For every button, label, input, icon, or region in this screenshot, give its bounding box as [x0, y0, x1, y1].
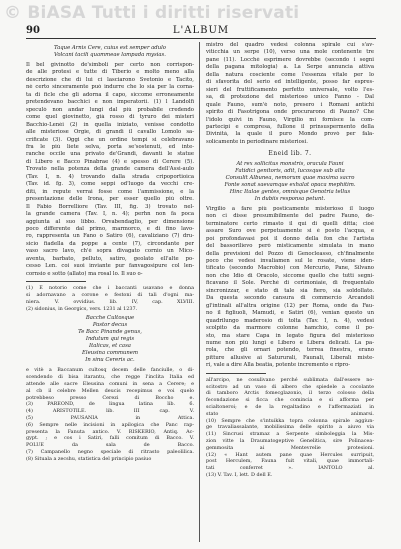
text-line: Divinità, la quale il puro Mondo provò per fala- [206, 131, 374, 138]
text-line: diti, in repute verrai fosse come l'ammissione, e la [26, 188, 194, 195]
text-line: potrebbeso presso Cerezi di Boccho e. [26, 394, 194, 401]
text-line: Bacche Cultosque [85, 315, 135, 322]
text-line: alle misteriose Orgie, di grandi il cavallo Lomolo sa- [26, 129, 194, 136]
text-line: In sinu Cereris ac. [85, 357, 135, 364]
text-line: (Tav. id. fg. 3), come seppi od'luogo da vecchi cre- [26, 181, 194, 188]
text-line: post Herculem, Fauna fuit vitali, quae immortali- [206, 458, 374, 465]
text-line: presenta la Fanuta antico. V. RISKERIO, Antiq. Ac- [26, 428, 194, 435]
text-line: presentazione delle Irona, per esser quello più oltre. [26, 196, 194, 203]
text-line: (7) Campanello negno speciale di ritrasto paleolilica. [26, 448, 194, 455]
text-line: Pastor decus [92, 322, 128, 329]
epigraph-line: Volcani tacili quammeae lampada mysias. [54, 52, 166, 58]
right-paragraph-1 [206, 42, 374, 146]
text-line: fra le più liete selva, porta se'sostenuti, ed inte- [26, 143, 194, 150]
latin-verse [26, 315, 194, 364]
text-line: gl'intinali all'altra origine (12) per Roma, onde da Fau- [206, 302, 374, 309]
text-line: crificate (3). Oggi che un ordine tempi si celebravano [26, 136, 194, 143]
text-line: Indutum qui regis [85, 336, 135, 343]
text-line: terminatore certo rimasto il qui di quelli ditta; cioè [206, 220, 374, 227]
epigraph [26, 45, 194, 59]
text-line: de alle protesi e tutte di Tiberio e molto meno alla [26, 69, 194, 76]
citation-heading: Eneid lib. 7. [268, 150, 312, 158]
journal-title: L'ALBUM [172, 25, 230, 36]
text-line: l'idolo quivi in Fauno, Virgilio mi fornisce la com- [206, 116, 374, 123]
text-line: della pagana mitologia) a. La Serpe annuncia attiva [206, 64, 374, 71]
text-line: assare Suro ove perpetuamente si è posto l'acqua, e [206, 228, 374, 235]
text-line: descrizione che di lui ci lasciarono Svetonio e Tacito, [26, 76, 194, 83]
text-line: no il figliuoli, Mamudi, e Satiri (6), venian questo un [206, 310, 374, 317]
aeneid-verse [206, 161, 374, 203]
text-line: In dubiis responsa petunt. [254, 195, 326, 202]
text-line: poco differente dal primo, marmorco, e di fino lavo- [26, 225, 194, 232]
text-line: Bacchio-Lenèi (2) in quella iniziato, venisse condotto [26, 121, 194, 128]
text-line: non ci disse presumibilmente del padre Fauno, de- [206, 213, 374, 220]
text-line: speculò non andar lungi dal più probabile credendo [26, 106, 194, 113]
text-line: al cb il celebre Mellen deucis recepimus e voi quelo [26, 387, 194, 394]
text-line: viticchia un serpe (10), verso una mole contenente tre [206, 49, 374, 56]
text-line: gypt. ; e cos i Satiri, falli comitum di Bacco. V. [26, 435, 194, 442]
text-line: (6) Sempre nelle incisioni in apilogica che Panc rap- [26, 421, 194, 428]
text-line: nume non più lungi e Libero e Libera delicati. La pa- [206, 339, 374, 346]
column-divider [199, 42, 200, 542]
text-line: della natura cosciente come l'essenza vitale per lo [206, 71, 374, 78]
text-line: At rex sollicitus monstris, oracula Fauni [236, 160, 344, 167]
right-paragraph-2 [206, 206, 374, 370]
text-line: pretendevano bacchici e non imperatorii. (1) l Landolfi [26, 99, 194, 106]
page-header [26, 24, 376, 39]
text-line: ranche occile una privato de'Grandi, davanti le statue [26, 151, 194, 158]
text-line: cesso Len. coi suoi inviante pur fanvagosipure col len- [26, 263, 194, 270]
left-column [26, 42, 194, 542]
text-line: quale Fauno, sum'è noto, presero i Romani antichi [206, 101, 374, 108]
text-line: rola, che gli ornari potendo, terrea finestra, erano [206, 347, 374, 354]
text-line: Hinc Italae gentes, omnisque Oenotria tellus [229, 188, 351, 195]
text-line: (Tav. I, n. 4) trovando dalla strada cripoportioica [26, 173, 194, 180]
text-line: aggiunta al suo libbo. Orvabendaglio, per dimensione [26, 218, 194, 225]
left-paragraph-1 [26, 62, 194, 278]
text-line: pane (11). Locchè esprimere dovrebbe (secondo i segni [206, 56, 374, 63]
text-line: vaso sacro lavo, ch'è sopra divagato cornio un Mico- [26, 248, 194, 255]
text-line: cornsio e sotto (allato) ma rosal lo. Il suo o- [26, 270, 143, 277]
text-line: (2) sidonius, in Georgics, vers. 1231 al 1237. [26, 305, 138, 312]
text-line: (11) Sincrusi stramaz a Serpente simboleggia la Mis- [206, 431, 374, 438]
text-line: all'arcipo, ne cosulivano perché sublimata dall'essere no- [206, 376, 374, 383]
right-column [206, 42, 374, 542]
text-line: di Libero e Bacco Pinabrae (4) e spesso di Cerere (5). [26, 158, 194, 165]
text-line: scialtoneroi; e de la regaltadino e l'affermaziati in [206, 403, 374, 410]
text-line: gemmosita ai Mentevrelie protesioni. [206, 444, 374, 451]
text-line: (8) Situala a zecshu, statistica del principio pasiuo [26, 455, 152, 462]
text-line: tificato (secondo Macrobio) con Mercurio, Pane, Silvano [206, 265, 374, 272]
text-line: sicio fiadella da poppe a cente (7), circondante per [26, 240, 194, 247]
text-line: poco che vedesi invaliamen sul le rosate, viene iden- [206, 257, 374, 264]
text-line: ficavano il Sole. Perchè di cerimoniaie, di frequentalo [206, 280, 374, 287]
text-line: di sfavorita del serio ed intelligente, posso far espres- [206, 79, 374, 86]
text-line: poi profondavasi poi il donno della fon che l'artista [206, 235, 374, 242]
text-line: ge travaliassalante, mobilissima delle spirito a aiuvo via [206, 424, 374, 431]
footnote-rule [26, 281, 86, 282]
text-line: Consulit Albunea, nemorum quae maxima sacro [225, 174, 355, 181]
left-footnotes-top [26, 285, 194, 312]
text-line: POLUE da sala de Bacco. [26, 442, 194, 449]
text-line: stato animarsi. [206, 410, 374, 417]
text-line: (12) « Hant autem pane quae Hercules surripuit, [206, 451, 374, 458]
text-line: del bassorilievo però misticamente simulata in mano [206, 243, 374, 250]
text-line: della previsioni del Pozzo di Genocleasso, ch'finalmente [206, 250, 374, 257]
right-footnotes [206, 377, 374, 479]
text-line: non che Idio di Oracolo, siccome quello che tutti segni- [206, 272, 374, 279]
text-line: sincronizzar, e stato di tale sia fiero, sia soldollato. [206, 287, 374, 294]
text-line: spirito di Fasotrigona onde procurarono di Pauno? Che [206, 109, 374, 116]
text-line: pitture allusive ai Satururali, Faunali, Liberali miste- [206, 354, 374, 361]
text-line: e vitè a Baccanum cultosq decem delle fanciulle, o di- [26, 367, 194, 374]
text-line: niera. V. ovvidius. lib. IV, cap. XLVIII. [26, 298, 194, 305]
text-line: sieri del fruttificamento perfetto universale, volto l'es- [206, 86, 374, 93]
text-line: (5) PAUSANIA in Attica. [26, 414, 194, 421]
text-line: scendendo di bisa itarantu, che regge l'inclita Italia ed [26, 374, 194, 381]
text-line: partecipi e compresa, fullone il prinsuspermento della [206, 123, 374, 130]
text-line: Il Fabio Borrelliore (Tav. III, fig. 3) trovato nel- [26, 203, 194, 210]
text-line: solicamente in periodinare misteriosi. [206, 138, 308, 145]
text-line: zion vitte la Draumatogeptive Genelitica, sire Polinacea- [206, 437, 374, 444]
text-line: aventa, barbato, pelluto, satiro, geolato ell'alte po- [26, 255, 194, 262]
text-line: Il bel givinotto de'simboli per certo non corrispon- [26, 62, 194, 68]
epigraph-line: Taque Arnis Cere, cuius est semper adulo [54, 45, 166, 51]
text-line: nè certo sinceramente può indurre che lo sia per la corna- [26, 84, 194, 91]
text-line: (10) Sempre che s'intuikka topra colonna spirale aggiun- [206, 417, 374, 424]
text-line: sa, di protezione del misterioso unico Fanno - Dal [206, 94, 374, 101]
text-line: ri, vale a dire Alla beatia, potente incremento e ripro- [206, 362, 351, 369]
text-line: Virgilio a fare più posticamente misterioso il luogo [206, 205, 374, 212]
text-line: Da questa secondo cansura di commercio Arcandoli [206, 295, 374, 302]
text-line: (4) ARISTOTILE. lib. III cap. V. [26, 408, 194, 415]
text-line: scitostro ad un vaso di albero che spiedele a cocolante [206, 383, 374, 390]
watermark: © BiASA Tutti i diritti riservati [4, 3, 300, 23]
text-line: di tamboro Arctis fomecglazonio, il terzo colosso della [206, 390, 374, 397]
text-line: (1) È notorio come che i baccanti usavano e donna [26, 285, 194, 292]
text-line: ro, rappresenta un Fano o Satiro (6), cavaliziano (7) dru- [26, 233, 194, 240]
text-line: tati conferret ». IANTOLO al. [206, 465, 374, 472]
text-line: mistro del quadro vedesi colonna spirale cui s'av- [206, 42, 374, 48]
left-footnotes-bottom [26, 367, 194, 462]
text-line: (3) PAREOND, de lingua latina lib. 6. [26, 401, 194, 408]
page-number: 90 [26, 25, 40, 36]
footnote-rule [206, 373, 266, 374]
text-line: ta di ficle che gli adorna il capo, siccome erroneamente [26, 91, 194, 98]
text-line: Fatidici genitoris, adit, lucosque sub alta [235, 167, 345, 174]
text-line: Eleusina communem [82, 350, 138, 357]
text-line: Trovato nella potenza della grande camera dell'Assi-aulo [26, 166, 194, 173]
text-line: scolpito da marmore colonne hamchio, come il po- [206, 325, 374, 332]
text-line: (13) V. Tav. I, lett. D dell E. [206, 471, 273, 478]
text-line: quadrilungo maderosio di tolta (Tav. I, n. 4), vedesi [206, 317, 374, 324]
text-line: come quel giovinetto, già rosso di tyruro dei misteri [26, 114, 194, 121]
text-line: si adornavano a corone e festoni di tali d'ogni ma- [26, 291, 194, 298]
text-line: Te Bacc Pinande genus, [78, 329, 142, 336]
text-line: sto, ma stare Capa in legato figura del misterioso [206, 332, 374, 339]
text-line: attende alle sacre Eleusina comuni in sena a Cerere; e [26, 380, 194, 387]
text-line: fecondazione si ficca che comincia e si afforma per [206, 397, 374, 404]
text-line: Italicas, et casa [89, 343, 131, 350]
text-line: Fonte sonat saevamque exhalat opaca mephitim. [224, 181, 356, 188]
text-line: la grande camera (Tav. I, n. 4); perhn non fa poca [26, 211, 194, 218]
